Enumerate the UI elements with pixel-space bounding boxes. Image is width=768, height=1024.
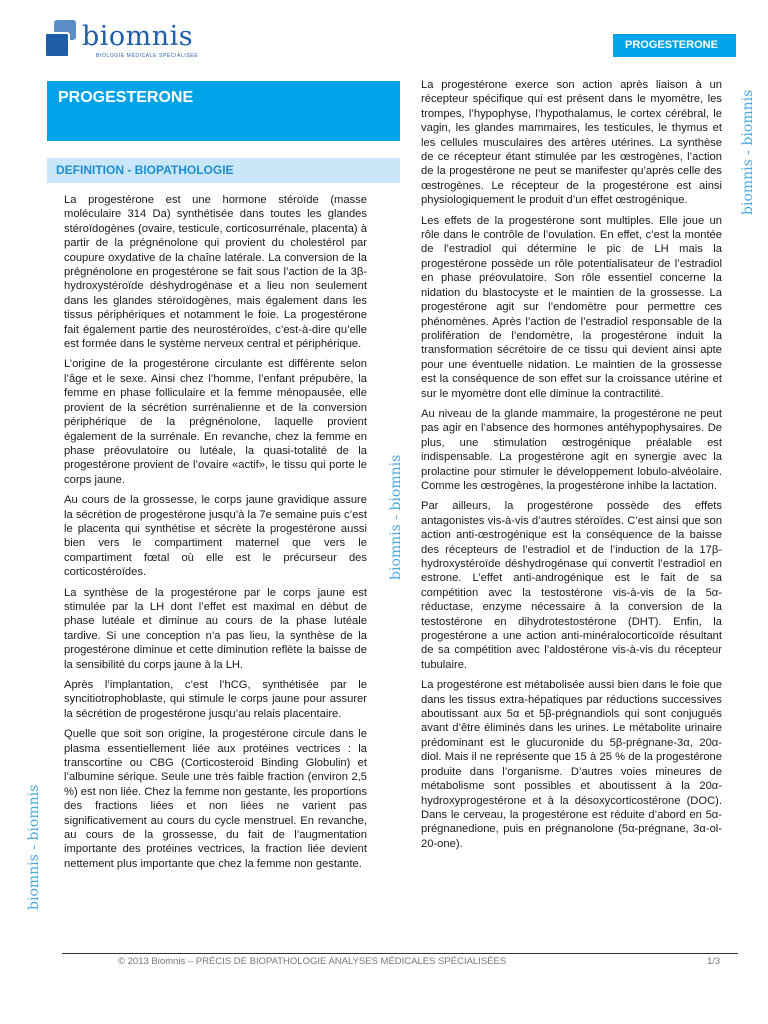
- footer-copyright: © 2013 Biomnis – PRÉCIS DE BIOPATHOLOGIE ANALYSES MÉDICALES SPÉCIALISÉES: [118, 956, 507, 967]
- paragraph: Au niveau de la glande mammaire, la progestérone ne peut pas agir en l’absence des hormones antéhypophysaires. De plus, une stimulation œstrogénique préalable est indispensable. La progestérone agit en synergie avec la prolactine pour stimuler le développement lobulo-alvéolaire. Comme les œstrogènes, la progestérone inhibe la lactation.: [421, 407, 722, 492]
- paragraph: Quelle que soit son origine, la progestérone circule dans le plasma essentiellement liée aux protéines vectrices : la transcortine ou CBG (Corticosteroid Binding Globulin) et l’albumine sérique. Seule une très faible fraction (environ 2,5 %) est non liée. Chez la femme non gestante, les proportions des fractions liées et non liées ne varient pas significativement au cours du cycle menstruel. En revanche, au cours de la grossesse, du fait de l’augmentation importante des protéines vectrices, la fraction liée devient nettement plus importante que chez la femme non gestante.: [64, 728, 367, 870]
- paragraph: La progestérone exerce son action après liaison à un récepteur spécifique qui est présent dans le myomètre, les trompes, l’hypophyse, l’hypothalamus, le cortex cérébral, le vagin, les glandes mammaires, les testicules, le thymus et les cellules musculaires des artères utérines. La synthèse de ce récepteur étant stimulée par les œstrogènes, l’action de la progestérone ne peut se manifester qu’après celle des œstrogènes. Le récepteur de la progestérone est ainsi physiologiquement le produit d’un effet œstrogénique.: [421, 79, 722, 207]
- document-tag: PROGESTERONE: [613, 34, 736, 57]
- right-column: [421, 78, 722, 857]
- brand-tagline: BIOLOGIE MÉDICALE SPÉCIALISÉE: [96, 53, 199, 59]
- paragraph: Après l’implantation, c’est l’hCG, synthétisée par le syncitiotrophoblaste, qui stimule le corps jaune pour assurer la sécrétion de progestérone jusqu’au relais placentaire.: [64, 679, 367, 720]
- logo-squares-icon: [44, 20, 78, 54]
- section-heading: DEFINITION - BIOPATHOLOGIE: [47, 158, 400, 183]
- watermark-middle: biomnis - biomnis: [388, 454, 404, 580]
- paragraph: L’origine de la progestérone circulante est différente selon l’âge et le sexe. Ainsi chez l’homme, l’enfant prépubère, la femme en phase folliculaire et la femme ménopausée, elle provient de la sécrétion surrénalienne et de la conversion périphérique de la prégnénolone, laquelle provient également de la surrénale. En revanche, chez la femme en phase préovulatoire ou lutéale, la quasi-totalité de la progestérone provient de l’ovaire «actif», le tissu qui porte le corps jaune.: [64, 358, 367, 486]
- watermark-top: biomnis - biomnis: [740, 89, 756, 215]
- left-column: [64, 193, 367, 877]
- brand-name: biomnis: [82, 21, 194, 52]
- page-number: 1/3: [707, 956, 721, 967]
- biomnis-logo: [44, 18, 204, 66]
- paragraph: La progestérone est une hormone stéroïde (masse moléculaire 314 Da) synthétisée dans toutes les glandes stéroïdogènes (ovaire, testicule, corticosurrénale, placenta) à partir de la prégnénolone qui provient du cholestérol par coupure oxydative de la chaîne latérale. La conversion de la prégnénolone en progestérone se fait sous l’action de la 3β-hydroxystéroïde déshydrogénase et a lieu non seulement dans les glandes stéroïdogènes, mais également dans les tissus périphériques et notamment le foie. La progestérone fait également partie des neurostéroïdes, c’est-à-dire qu’elle est formée dans le système nerveux central et périphérique.: [64, 194, 367, 351]
- watermark-bottom: biomnis - biomnis: [26, 784, 42, 910]
- paragraph: Les effets de la progestérone sont multiples. Elle joue un rôle dans le contrôle de l’ovulation. En effet, c’est la montée de l’estradiol qui détermine le pic de LH mais la progestérone possède un rôle potentialisateur de l’estradiol en phase préovulatoire. Son rôle essentiel concerne la nidation du blastocyste et le maintien de la grossesse. La progestérone agit sur l’endomètre pour permettre ces phénomènes. Après l’action de l’estradiol responsable de la prolifération de l’endomètre, la progestérone induit la transformation sécrétoire de ce tissu qui devient ainsi apte pour une éventuelle nidation. Le maintien de la grossesse est la conséquence de son effet sur la croissance utérine et sur le myomètre dont elle diminue la contractilité.: [421, 214, 722, 400]
- paragraph: La synthèse de la progestérone par le corps jaune est stimulée par la LH dont l’effet est maximal en début de phase lutéale et diminue au cours de la phase lutéale tardive. Si une conception n’a pas lieu, la synthèse de la progestérone diminue et cette diminution reflète la baisse de la sensibilité du corps jaune à la LH.: [64, 586, 367, 671]
- paragraph: La progestérone est métabolisée aussi bien dans le foie que dans les tissus extra-hépatiques par réductions successives aboutissant aux 5α et 5β-prégnandiols qui sont conjugués avant d’être éliminés dans les urines. Le métabolite urinaire prédominant est le glucuronide du 5β-prégnane-3α, 20α-diol. Mais il ne représente que 15 à 25 % de la progestérone produite dans l’organisme. D’autres voies mineures de métabolisme sont possibles et aboutissent à la 20α-hydroxyprogestérone et à la désoxycorticostérone (DOC). Dans le cerveau, la progestérone est réduite d’abord en 5α-prégnanedione, puis en prégnanolone (5α-prégnane, 3α-ol-20-one).: [421, 679, 722, 850]
- footer-divider: [62, 953, 738, 954]
- paragraph: Au cours de la grossesse, le corps jaune gravidique assure la sécrétion de progestérone jusqu’à la 7e semaine puis c’est le placenta qui synthétise et sécrète la progestérone aussi bien vers le compartiment maternel que vers le compartiment fœtal où elle est le précurseur des corticostéroïdes.: [64, 494, 367, 579]
- paragraph: Par ailleurs, la progestérone possède des effets antagonistes vis-à-vis d’autres stéroïdes. C’est ainsi que son action anti-œstrogénique est la conséquence de la baisse des récepteurs de l’estradiol et de l’induction de la 17β-hydroxystéroïde déshydrogénase qui convertit l’estradiol en estrone. L’effet anti-androgénique est le fait de sa compétition avec la testostérone vis-à-vis de la 5α-réductase, enzyme nécessaire à la conversion de la testostérone en dihydrotestostérone (DHT). Enfin, la progestérone a une action anti-minéralocorticoïde résultant de sa compétition avec l’aldostérone vis-à-vis du récepteur tubulaire.: [421, 500, 722, 671]
- page-title: PROGESTERONE: [47, 81, 400, 141]
